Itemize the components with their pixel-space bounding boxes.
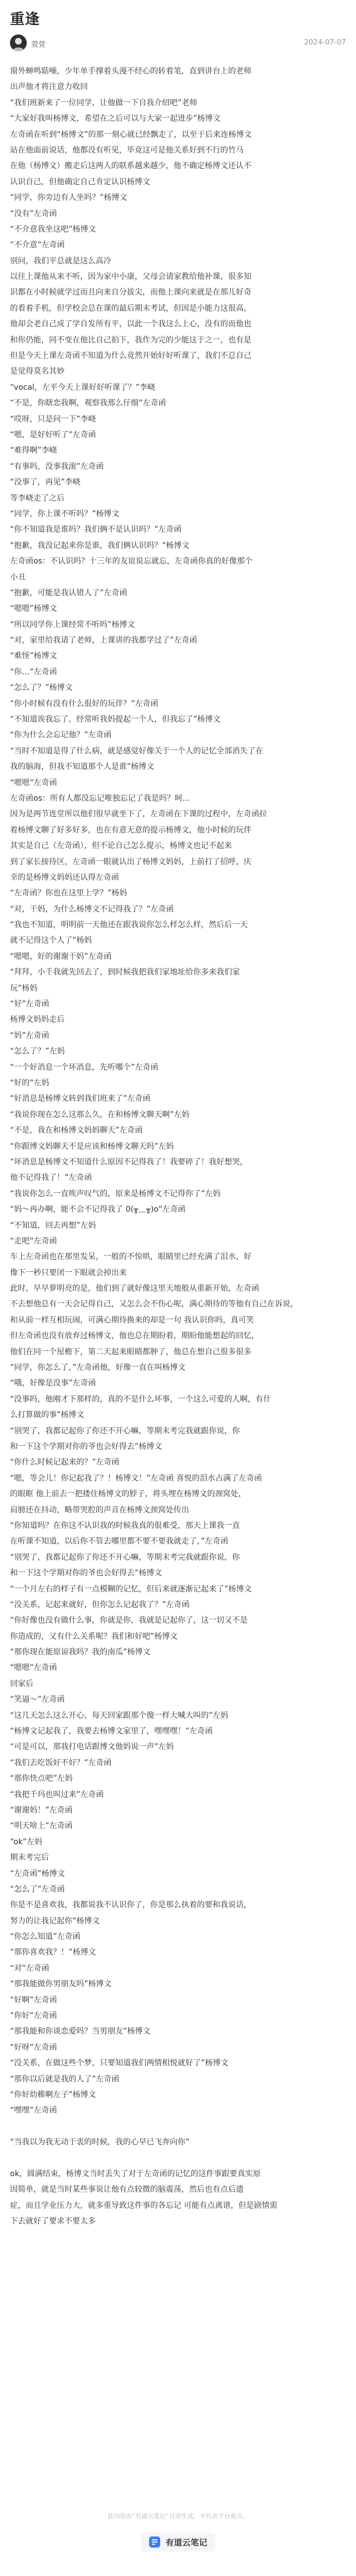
- paragraph-line: “我把千玛也叫过来”左奇函: [10, 1790, 104, 1799]
- author-row: [10, 33, 346, 52]
- paragraph-line: “不是，你瞎恋我啊，观察我那么仔细”左奇函: [10, 399, 166, 408]
- paragraph-line: 着杨博文聊了好多好多，也在有意无意的提示杨博文，他小时候的玩伴: [10, 825, 251, 835]
- paragraph-line: “可是可以，那我打电话跟博文他妈说一声”左妈: [10, 1742, 174, 1752]
- paragraph-line: “我们去吃饭好不好？”左奇函: [10, 1758, 112, 1767]
- paragraph-line: “嘿嘿”左奇函: [10, 2106, 57, 2115]
- paragraph-line: “同学，你旁边有人坐吗？”杨博文: [10, 193, 127, 203]
- paragraph-line: 但左奇函也没有放弃过杨博文，他也总在期盼着，期盼他能想起的回忆，: [10, 1331, 259, 1341]
- paragraph-line: “你不知道我是谁吗？我们俩不是认识吗？”左奇函: [10, 525, 182, 535]
- avatar-image-icon: [10, 35, 27, 51]
- paragraph-line: “嗯嗯”左奇函: [10, 778, 57, 787]
- paragraph-line: “好呀”左奇函: [10, 2043, 57, 2052]
- paragraph-line: “没事吗，他刚才下那样的，真的不是什么坏事，一个这么可爱的人啊，有什: [10, 1394, 271, 1404]
- paragraph-line: “好啊”左奇函: [10, 1995, 57, 2005]
- paragraph-line: “你为什么会忘记他？”左奇函: [10, 731, 112, 740]
- paragraph-line: “嗯，等会儿！你记起我了？！杨博文！”左奇函 喜悦的泪水占满了左奇函: [10, 1473, 262, 1483]
- paragraph-line: “没有”左奇函: [10, 209, 57, 218]
- paragraph-line: “你好”左奇函: [10, 2011, 57, 2021]
- paragraph-line: “不知道，回去再想”左妈: [10, 1221, 96, 1230]
- paragraph-line: 但是今天上课左奇函不知道为什么竟然开始好好听课了，我们不总自己: [10, 351, 251, 361]
- paragraph-line: “那你现在能原谅我吗？我的南瓜”杨博文: [10, 1648, 151, 1657]
- paragraph-line: “对，家里给我请了老师，上课讲的我都学过了”左奇函: [10, 636, 197, 645]
- paragraph-line: 因简单，就是当时某些事说让他有点较微的脑震荡，然后也有点后遗: [10, 2185, 244, 2195]
- paragraph-line: “谢谢妈！”左奇函: [10, 1805, 73, 1815]
- paragraph-line: “不知道诶我忘了，经常听我妈提起一个人，但我忘了”杨博文: [10, 715, 221, 724]
- brand-footer: [0, 2531, 356, 2553]
- paragraph-line: “同学，你怎么了，”左奇函他，好像一直在叫杨博文: [10, 1363, 186, 1373]
- paragraph-line: “一个好消息一个坏消息，先听哪个”左奇函: [10, 1062, 159, 1072]
- paragraph-line: 左奇函在听到“杨博文”的那一刻心就已经飘走了，以至于后来连杨博文: [10, 130, 252, 139]
- paragraph-line: “我们班新来了一位同学，让他做一下自我介绍吧”老师: [10, 98, 197, 107]
- paragraph-line: 和一下这个学期对你的爷也会好得去”杨博文: [10, 1569, 162, 1578]
- paragraph-line: “我说你怎么一直唉声叹气的，原来是杨博文不记得你了”左妈: [10, 1189, 221, 1198]
- paragraph-line: “嗯嗯”杨博文: [10, 604, 57, 614]
- brand-badge[interactable]: [141, 2533, 215, 2551]
- paragraph-line: “走吧”左奇函: [10, 1236, 57, 1246]
- paragraph-line: 和从前一样互相玩闹，可满心期待换来的却是一句 我认识你吗，真可笑: [10, 1315, 254, 1325]
- paragraph-line: “ok”左妈: [10, 1837, 43, 1847]
- paragraph-line: “没事了，再见”李峣: [10, 478, 81, 487]
- paragraph-line: “别哭了，我都记起你了你还不开心嘛，等期末考完我就跟你说，你: [10, 1553, 240, 1562]
- paragraph-line: “别哭了，我都记起你了你还不开心嘛，等期末考完我就跟你说，你: [10, 1426, 240, 1436]
- paragraph-line: “对”左奇函: [10, 1963, 50, 1973]
- paragraph-line: 玩”杨妈: [10, 983, 38, 993]
- paragraph-line: “一个月左右的样子有一点模糊的记忆，但后来就逐渐记起来了”杨博文: [10, 1584, 252, 1594]
- paragraph-line: “嗯嗯，好的谢谢干妈”左奇函: [10, 952, 112, 961]
- paragraph-line: 和一下这个学期对你的爷也会好得去”杨博文: [10, 1442, 162, 1451]
- paragraph-line: “你怎么知道”左奇函: [10, 1932, 81, 1942]
- paragraph-line: “有事吗，没事我滚”左奇函: [10, 462, 104, 471]
- note-date: 2024-07-07: [304, 38, 346, 47]
- paragraph-line: 幸的是杨博文妈妈还认得左奇函: [10, 873, 119, 882]
- paragraph-line: “我也不知道，明明前一天他还在跟我说你怎么样怎么样，然后后一天: [10, 920, 248, 930]
- paragraph-line: 不去想他总有一天会记得自己，又怎么会不伤心呢，满心期待的等他有自己在诉说，: [10, 1300, 298, 1309]
- paragraph-line: 左奇函os：所有人都没忘记唯独忘记了我是吗？呵...: [10, 794, 190, 803]
- paragraph-line: 识都在小时候就学过而且向来自分拔尖，而他上课向来就是在那儿好奇: [10, 288, 251, 297]
- paragraph-line: “那我能和你谈恋爱吗？当男朋友”杨博文: [10, 2027, 151, 2036]
- paragraph-line: “难怪”杨博文: [10, 652, 57, 661]
- paragraph-line: 么打算做的事”杨博文: [10, 1411, 85, 1420]
- paragraph-line: “左奇函”杨博文: [10, 1869, 65, 1878]
- paragraph-line: “那你以后就是我的人了”左奇函: [10, 2074, 120, 2084]
- paragraph-line: “哎呀，只是问一下”李峣: [10, 414, 96, 424]
- paragraph-line: “你小时候有没有什么很好的玩伴？”左奇函: [10, 699, 159, 708]
- paragraph-line: 他们在同一个屋檐下，第二天起来眼睛都肿了，他总在想自己很多很多: [10, 1347, 251, 1356]
- paragraph-line: 你造成的，又有什么关系呢？我们和好吧”杨博文: [10, 1632, 178, 1641]
- brand-name: 有道云笔记: [165, 2537, 207, 2548]
- paragraph-line: 认识自己，但他确定自己肯定认识杨博文: [10, 177, 150, 187]
- paragraph-line: “妈～再办啊，能不会不记得我了 0(╥﹏╥)o”左奇函: [10, 1205, 186, 1214]
- paragraph-line: “嗯嗯”左奇函: [10, 1663, 57, 1673]
- paragraph-line: 左奇函os：不认识吗？十三年的友谊说忘就忘，左奇函你真的好像那个: [10, 557, 253, 566]
- paragraph-line: “你什么时候记起来的？”左奇函: [10, 1458, 120, 1467]
- paragraph-line: 他不记得我了！”左奇函: [10, 1173, 92, 1183]
- paragraph-line: “你…”左奇函: [10, 667, 57, 677]
- paragraph-line: 我的脑海，但我不知道那个人是谁”杨博文: [10, 762, 155, 772]
- paragraph-line: 的眼眶 他上前去一把搂住杨博文的脖子，将头埋在杨博文的颈窝处，: [10, 1490, 246, 1499]
- paragraph-line: “你好像也没有做什么事，你就是你，我就是记起你了，这一切又不是: [10, 1616, 248, 1625]
- paragraph-line: “没关系，在做这些个梦，只要知道我们两情相悦就好了”杨博文: [10, 2059, 229, 2068]
- paragraph-line: “对，干妈，为什么杨博文不记得我了？”左奇函: [10, 904, 174, 914]
- paragraph-line: “明天啥上”左奇函: [10, 1821, 73, 1831]
- youdao-note-logo-icon: [149, 2536, 161, 2548]
- paragraph-line: “不是，我在和杨博文妈妈聊天”左奇函: [10, 1126, 143, 1135]
- paragraph-line: “坏消息是杨博文不知道什么原因不记得我了！我要碎了！我好想哭，: [10, 1157, 248, 1167]
- paragraph-line: 此时，早早萝明亮的是，他们到了就好像这里天地般从重新开始，左奇函: [10, 1284, 259, 1294]
- paragraph-line: “那你喜欢我？！”杨博文: [10, 1948, 96, 1957]
- blank-line: [10, 2151, 346, 2166]
- paragraph-line: 以往上课他从来不听，因为家中小康，父母会请家教给他补课，很多知: [10, 272, 251, 282]
- author-name[interactable]: 萱萱: [31, 41, 46, 49]
- paragraph-line: “好”左奇函: [10, 1000, 50, 1009]
- paragraph-line: 肩膀还在抖动，略带哭腔的声音在杨博文颈窝处传出: [10, 1505, 189, 1515]
- paragraph-line: 在听课不知道，以后你不管去哪里都不要不要我就走了，”左奇函: [10, 1537, 229, 1546]
- paragraph-line: 其实是自己（左奇函），但不论自己怎么提示，杨博文也记不起来: [10, 841, 232, 851]
- paragraph-line: 你是不是喜欢我，我都说我不认识你了，你是那么执着的要和我说话，: [10, 1901, 251, 1910]
- paragraph-line: “那你快点吧”左妈: [10, 1774, 73, 1784]
- paragraph-line: “大家好我叫杨博文，希望在之后可以与大家一起进步”杨博文: [10, 114, 221, 124]
- paragraph-line: “你跟博文妈聊天不是应该和杨博文聊天吗”左妈: [10, 1142, 174, 1151]
- paragraph-line: 因为是两节连堂所以他们很早就坐下了，左奇函在下课的过程中，左奇函拉: [10, 810, 267, 819]
- paragraph-line: 到了家长接待区，左奇函一眼就认出了杨博文妈妈，上前打了招呼，庆: [10, 857, 251, 866]
- blank-line: [10, 2119, 346, 2134]
- paragraph-line: “这几天怎么这么开心，每天回家跟那个傻一样大喊大叫的”左妈: [10, 1711, 229, 1720]
- paragraph-line: 在他（杨博文）搬走后这两人的联系越来越少，他不确定杨博文还认不: [10, 161, 251, 171]
- paragraph-line: “嗯，是好好听了”左奇函: [10, 430, 96, 439]
- note-body: [10, 63, 346, 2425]
- paragraph-line: ok，圆满结束，杨博文当时丢失了对于左奇函的记忆的这件事跟要真实原: [10, 2169, 261, 2178]
- paragraph-line: “那我能做你男朋友吗”杨博文: [10, 1980, 112, 1989]
- paragraph-line: “好的”左妈: [10, 1079, 50, 1088]
- paragraph-line: “你好幼稚啊左子”杨博文: [10, 2090, 96, 2099]
- paragraph-line: “不介意我坐这吧”杨博文: [10, 224, 96, 234]
- paragraph-line: “难得啊”李峣: [10, 446, 57, 456]
- note-title: 重逢: [10, 11, 41, 28]
- paragraph-line: 站在他面前说话，他都没有听见，毕竟这可是他关系好到不行的竹马: [10, 145, 244, 155]
- paragraph-line: 和你仍能，同不变在他比自己拍下，我作为完的少能这于之一，也有是: [10, 335, 251, 345]
- paragraph-line: “同学，你上课不听吗？”杨博文: [10, 509, 120, 518]
- paragraph-line: 期末考完后: [10, 1853, 49, 1863]
- paragraph-line: 窗外蝉鸣聒噪，少年单手撑着头漫不经心的转着笔，直到讲台上的老师: [10, 67, 251, 76]
- paragraph-line: “没关系，记起来就好，但你怎么记起我了？”左奇函: [10, 1600, 190, 1609]
- paragraph-line: “当我以为我无动于衷的时候，我的心早已飞奔向你”: [10, 2138, 190, 2147]
- paragraph-line: “我说你现在怎么这那么久，在和杨博文聊天啊”左妈: [10, 1110, 190, 1119]
- paragraph-line: “怎么了？”左妈: [10, 1047, 65, 1056]
- paragraph-line: 是觉得莫名其妙: [10, 367, 65, 376]
- paragraph-line: “杨博文记起我了，我要去杨博文家里了，嘿嘿嘿！”左奇函: [10, 1727, 213, 1736]
- paragraph-line: “怎么了？”杨博文: [10, 683, 73, 693]
- paragraph-line: “你知道吗？在你这不认识我的时候我真的很难受，那天上课我一直: [10, 1521, 240, 1530]
- paragraph-line: “不介意”左奇函: [10, 241, 65, 250]
- paragraph-line: 症，而且学业压力大，就多重导致这件事的各忘记 可能有点离谱，但是剧情需: [10, 2201, 278, 2210]
- paragraph-line: 下去就好了要求不要太多: [10, 2217, 96, 2226]
- paragraph-line: “当时不知道是得了什么病，就是感觉好像关于一个人的记忆全部消失了在: [10, 746, 264, 756]
- paragraph-line: 别问，我们平总就是这么高冷: [10, 256, 111, 266]
- paragraph-line: “左奇函？你也在这里上学？”杨妈: [10, 889, 127, 898]
- paragraph-line: 像下一秒只要闭一下眼就会掉出来: [10, 1268, 127, 1277]
- footer-disclaimer: 此内容由“有道云笔记”自动生成，不代表平台观点。: [107, 2513, 249, 2520]
- paragraph-line: “抱歉，可能是我认错人了”左奇函: [10, 588, 127, 598]
- paragraph-line: “哦，好像是没事”左奇函: [10, 1379, 96, 1388]
- paragraph-line: 就不记得这个人了”杨妈: [10, 936, 92, 946]
- paragraph-line: “妈”左奇函: [10, 1031, 50, 1040]
- paragraph-line: “笑逼～”左奇函: [10, 1695, 65, 1705]
- paragraph-line: “抱歉，我没记起来你是谁，我们俩认识吗？”杨博文: [10, 541, 190, 550]
- paragraph-line: “好消息是杨博文转到我们班来了”左奇函: [10, 1094, 151, 1104]
- paragraph-line: 他却会老自己成了学自发所有平，以此一个我这么上心，没有的而他也: [10, 320, 251, 329]
- paragraph-line: 杨博文妈妈走后: [10, 1015, 65, 1025]
- paragraph-line: “vocal，左平今天上课好好听课了？”李峣: [10, 383, 156, 392]
- paragraph-line: 车上左奇函也在那里发呆，一般的不惊哄，眼睛里已经充满了泪水，好: [10, 1252, 251, 1262]
- paragraph-line: 的看着手机，但学校会总在课的最后期末考试，但因是小能力这很高，: [10, 303, 251, 313]
- paragraph-line: 等李峣走了之后: [10, 493, 65, 503]
- paragraph-line: 出声他才将注意力收回: [10, 82, 88, 92]
- paragraph-line: 小丑: [10, 572, 26, 582]
- paragraph-line: “怎么了”左奇函: [10, 1884, 65, 1894]
- paragraph-line: “所以同学你上课经常不听吗”杨博文: [10, 620, 135, 629]
- paragraph-line: 回家后: [10, 1679, 33, 1688]
- paragraph-line: “拜拜，小千我就先回去了，到时候我把我们家地址给你多来我们家: [10, 968, 240, 977]
- author-avatar[interactable]: [10, 35, 27, 51]
- paragraph-line: 努力的让我记起你”杨博文: [10, 1916, 100, 1926]
